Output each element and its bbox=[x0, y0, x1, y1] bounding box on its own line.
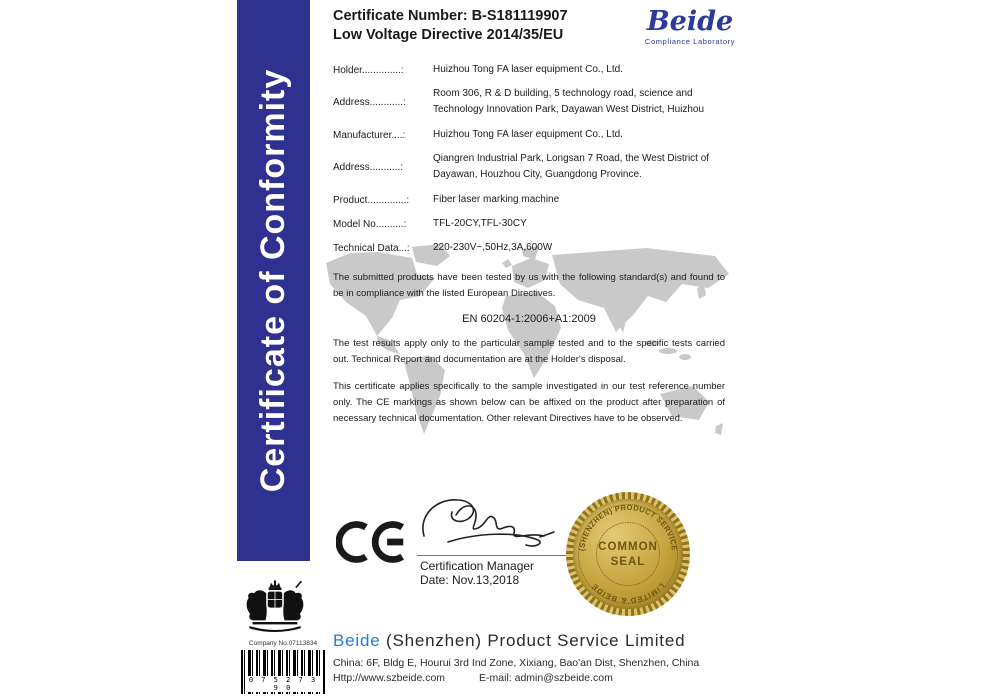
seal-ring-top-text: (SHENZHEN) PRODUCT SERVICE bbox=[577, 502, 679, 552]
certificate-body bbox=[333, 62, 725, 427]
company-number: Company No.07113834 bbox=[248, 640, 318, 647]
field-label: Product..............: bbox=[333, 194, 410, 206]
field-holder bbox=[333, 62, 725, 78]
barcode-digits: 0 7 5 2 7 3 9 0 bbox=[245, 676, 321, 692]
field-label: Technical Data...: bbox=[333, 242, 410, 254]
certificate-banner-title: Certificate of Conformity bbox=[254, 68, 292, 493]
field-value: Room 306, R & D building, 5 technology road, science and Technology Innovation Park, Dayawan West District, Huizhou bbox=[433, 88, 705, 115]
footer-company-rest: (Shenzhen) Product Service Limited bbox=[380, 631, 686, 650]
directive-line: Low Voltage Directive 2014/35/EU bbox=[333, 27, 564, 43]
beide-logo bbox=[634, 8, 746, 46]
signer-title: Certification Manager bbox=[420, 559, 535, 573]
seal-text bbox=[566, 492, 690, 616]
signature-rule bbox=[417, 555, 567, 556]
field-manufacturer bbox=[333, 127, 725, 143]
beide-logo-wordmark: Beide bbox=[646, 6, 734, 37]
field-value: Huizhou Tong FA laser equipment Co., Ltd. bbox=[433, 129, 623, 140]
field-label: Address............: bbox=[333, 96, 406, 108]
field-value: Qiangren Industrial Park, Longsan 7 Road, the West District of Dayawan, Houzhou City, Guangdong Province. bbox=[433, 153, 710, 180]
common-seal bbox=[566, 492, 690, 616]
beide-logo-tagline: Compliance Laboratory bbox=[644, 37, 736, 46]
field-value: 220-230V~,50Hz,3A,600W bbox=[433, 242, 553, 253]
field-label: Model No..........: bbox=[333, 218, 407, 230]
certificate-number: Certificate Number: B-S181119907 bbox=[333, 8, 568, 24]
seal-ring-bottom-text: LIMITED & BEIDE bbox=[589, 581, 667, 606]
field-technical-data bbox=[333, 240, 725, 256]
field-value: Fiber laser marking machine bbox=[433, 194, 560, 205]
seal-center-line1: COMMON bbox=[598, 541, 658, 553]
field-address-1 bbox=[333, 86, 725, 118]
footer-company-name bbox=[333, 631, 685, 651]
field-value: Huizhou Tong FA laser equipment Co., Ltd. bbox=[433, 64, 623, 75]
seal-center-line2: SEAL bbox=[610, 556, 646, 568]
paragraph-test-results: The test results apply only to the particular sample tested and to the specific tests carried out. Technical Report and documentation are at the Holder's disposal. bbox=[333, 338, 725, 365]
signature-date: Date: Nov.13,2018 bbox=[420, 573, 520, 587]
field-address-2 bbox=[333, 151, 725, 183]
field-model-no bbox=[333, 216, 725, 232]
footer-website: Http://www.szbeide.com bbox=[333, 672, 446, 684]
royal-coat-of-arms-icon bbox=[243, 574, 307, 638]
field-label: Address...........: bbox=[333, 161, 404, 173]
footer-email: E-mail: admin@szbeide.com bbox=[479, 672, 613, 684]
standard-reference: EN 60204-1:2006+A1:2009 bbox=[462, 313, 596, 325]
signature-icon bbox=[416, 490, 568, 554]
ce-mark-icon bbox=[336, 514, 410, 570]
field-label: Manufacturer....: bbox=[333, 129, 406, 141]
paragraph-certificate-scope: This certificate applies specifically to the sample investigated in our test reference number only. The CE markings as shown below can be affixed on the product after preparation of necessary technical documentation. Other relevant Directives have to be observed. bbox=[333, 381, 725, 424]
field-product bbox=[333, 192, 725, 208]
svg-text:LIMITED & BEIDE bbox=[590, 581, 667, 605]
field-label: Holder..............: bbox=[333, 64, 404, 76]
footer-address: China: 6F, Bldg E, Hourui 3rd Ind Zone, Xixiang, Bao'an Dist, Shenzhen, China bbox=[333, 657, 700, 669]
footer-contacts bbox=[333, 672, 613, 684]
field-value: TFL-20CY,TFL-30CY bbox=[433, 218, 527, 229]
paragraph-tested: The submitted products have been tested by us with the following standard(s) and found to be in compliance with the listed European Directives. bbox=[333, 272, 725, 299]
footer-company-brand: Beide bbox=[333, 631, 381, 650]
barcode bbox=[241, 650, 325, 694]
